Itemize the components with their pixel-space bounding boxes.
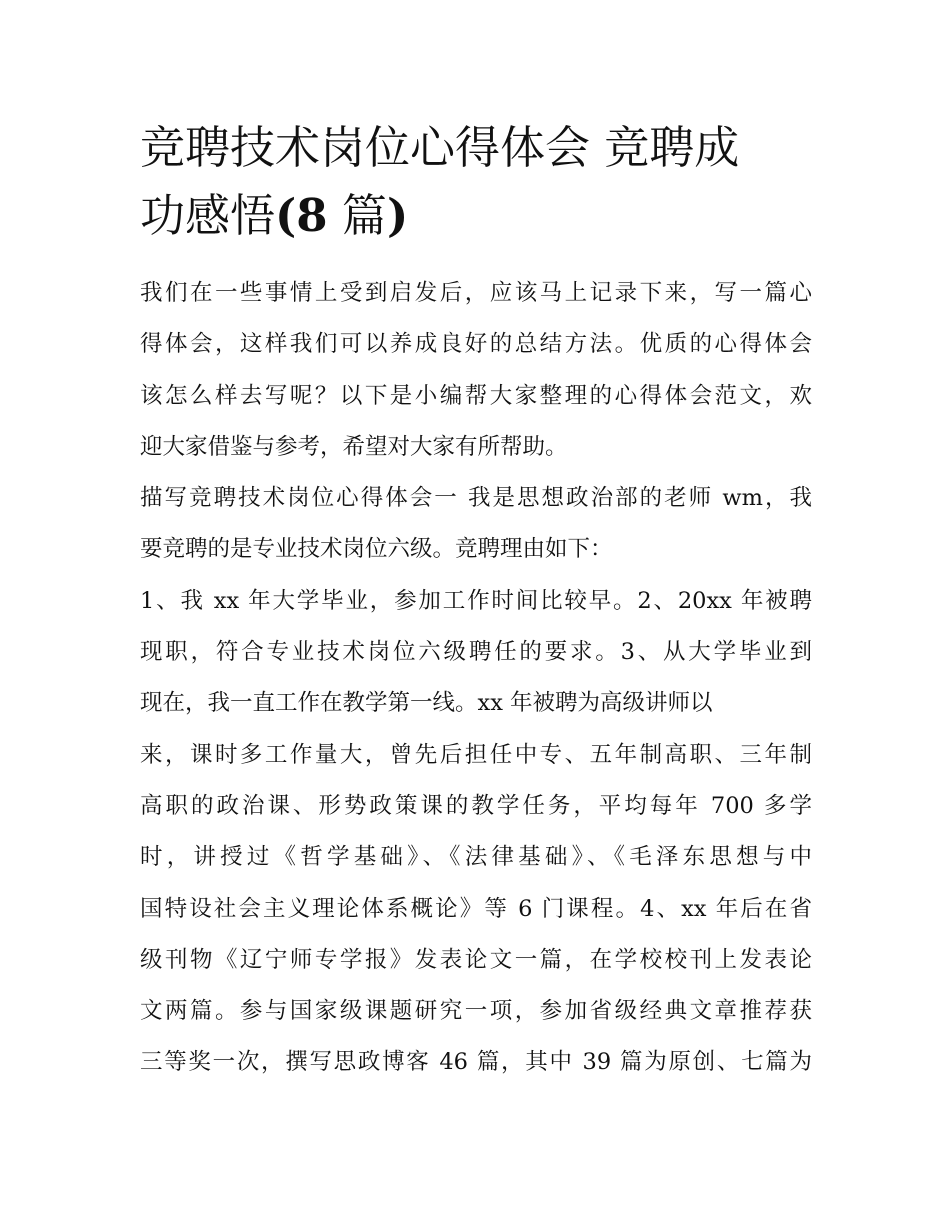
title-line-2-prefix: 功感悟 xyxy=(140,189,276,242)
body-line-9: 现在，我一直工作在教学第一线。xx 年被聘为高级讲师以 xyxy=(140,690,713,717)
body-line-4: 迎大家借鉴与参考，希望对大家有所帮助。 xyxy=(140,433,568,460)
title-count-close: ) xyxy=(386,189,409,242)
title-count-open: (8 xyxy=(275,189,328,242)
body-line-15: 文两篇。参与国家级课题研究一项，参加省级经典文章推荐获 xyxy=(140,998,812,1025)
document-title xyxy=(140,114,812,250)
body-line-5: 描写竞聘技术岗位心得体会一 我是思想政治部的老师 wm，我 xyxy=(140,485,812,512)
document-page xyxy=(140,114,812,1089)
body-line-1: 我们在一些事情上受到启发后，应该马上记录下来，写一篇心 xyxy=(140,280,812,306)
body-line-10: 来，课时多工作量大，曾先后担任中专、五年制高职、三年制 xyxy=(140,741,812,768)
body-line-8: 现职，符合专业技术岗位六级聘任的要求。3、从大学毕业到 xyxy=(140,639,812,666)
body-text xyxy=(140,268,812,1089)
body-line-6: 要竞聘的是专业技术岗位六级。竞聘理由如下： xyxy=(140,536,613,563)
body-line-16: 三等奖一次，撰写思政博客 46 篇，其中 39 篇为原创、七篇为 xyxy=(140,1049,812,1076)
body-line-11: 高职的政治课、形势政策课的教学任务，平均每年 700 多学 xyxy=(140,792,812,819)
body-line-13: 国特设社会主义理论体系概论》等 6 门课程。4、xx 年后在省 xyxy=(140,895,812,922)
body-line-12: 时，讲授过《哲学基础》、《法律基础》、《毛泽东思想与中 xyxy=(140,844,812,871)
body-line-2: 得体会，这样我们可以养成良好的总结方法。优质的心得体会 xyxy=(140,331,812,358)
title-line-2 xyxy=(140,182,812,250)
body-line-7: 1、我 xx 年大学毕业，参加工作时间比较早。2、20xx 年被聘 xyxy=(140,587,812,614)
body-line-3: 该怎么样去写呢？以下是小编帮大家整理的心得体会范文，欢 xyxy=(140,382,812,409)
title-line-1: 竞聘技术岗位心得体会 竞聘成 xyxy=(140,121,740,174)
body-line-14: 级刊物《辽宁师专学报》发表论文一篇，在学校校刊上发表论 xyxy=(140,946,812,973)
title-count-unit: 篇 xyxy=(327,189,387,242)
